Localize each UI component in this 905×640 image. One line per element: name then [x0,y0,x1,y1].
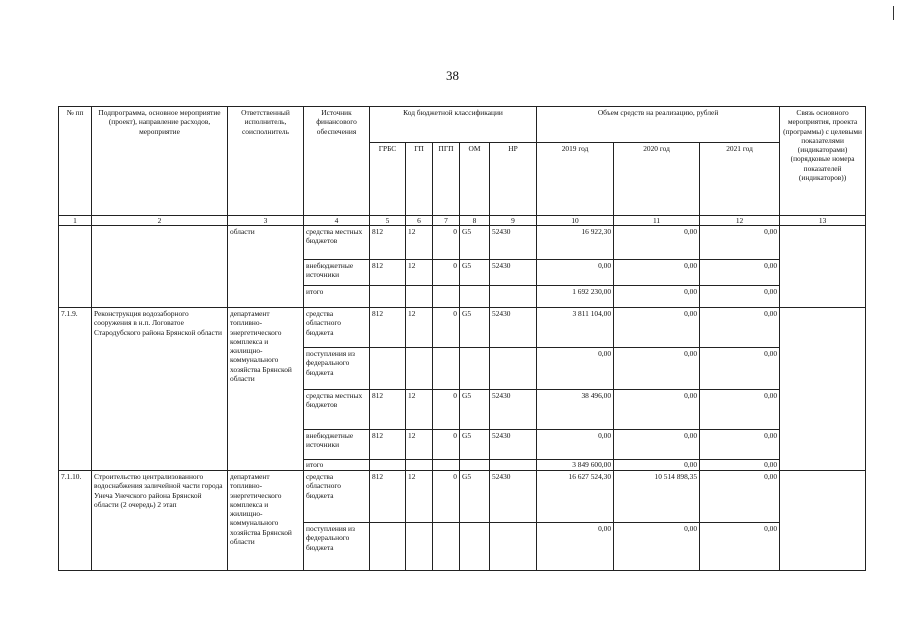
cell-2019: 0,00 [537,260,614,286]
cell-pgp: 0 [433,430,460,460]
cell-om: G5 [460,260,490,286]
cell-2020: 0,00 [614,308,700,348]
cell-nr: 52430 [490,390,537,430]
cell-source: средства местных бюджетов [304,390,370,430]
cell-gp: 12 [406,260,433,286]
cell-pgp: 0 [433,308,460,348]
cell-n: 7.1.9. [59,308,92,471]
cell-2020: 0,00 [614,226,700,260]
cell-2021: 0,00 [700,226,780,260]
page-edge-mark [893,6,894,20]
table-row [59,226,866,260]
cell-grbs: 812 [370,430,406,460]
cell-2021: 0,00 [700,523,780,571]
cell-grbs: 812 [370,471,406,523]
col-number: 9 [490,216,537,226]
cell-responsible: области [228,226,304,308]
cell-2020: 10 514 898,35 [614,471,700,523]
cell-total-2019: 3 849 600,00 [537,460,614,471]
cell-2019: 3 811 104,00 [537,308,614,348]
cell-source: средства местных бюджетов [304,226,370,260]
cell-grbs: 812 [370,308,406,348]
col-number: 10 [537,216,614,226]
cell-nr: 52430 [490,226,537,260]
col-number: 11 [614,216,700,226]
header-om: ОМ [460,143,490,216]
cell-gp: 12 [406,430,433,460]
header-n: № пп [59,107,92,216]
col-number: 12 [700,216,780,226]
cell-2021: 0,00 [700,260,780,286]
cell-om: G5 [460,390,490,430]
cell-n: 7.1.10. [59,471,92,571]
header-source: Источник финансового обеспечения [304,107,370,216]
cell-link [780,226,866,308]
cell-nr: 52430 [490,471,537,523]
col-number: 4 [304,216,370,226]
cell-2020: 0,00 [614,348,700,390]
cell-nr: 52430 [490,430,537,460]
cell-2021: 0,00 [700,471,780,523]
cell-responsible: департамент топливно-энергетического комплекса и жилищно-коммунального хозяйства Брянской области [228,308,304,471]
cell-om [460,348,490,390]
cell-source: поступления из федерального бюджета [304,348,370,390]
header-2019: 2019 год [537,143,614,216]
cell-link [780,308,866,471]
header-volume-group: Объем средств на реализацию, рублей [537,107,780,143]
col-number: 13 [780,216,866,226]
cell-total-2021: 0,00 [700,286,780,308]
column-number-row [59,216,866,226]
cell-total-2020: 0,00 [614,286,700,308]
header-pgp: ПГП [433,143,460,216]
cell-pgp [433,523,460,571]
header-link: Связь основного мероприятия, проекта (программы) с целевыми показателями (индикаторами) (порядковые номера показателей (индикаторов)) [780,107,866,216]
cell-2021: 0,00 [700,308,780,348]
header-gp: ГП [406,143,433,216]
budget-table [58,106,866,571]
header-nr: НР [490,143,537,216]
cell-om: G5 [460,430,490,460]
cell-2021: 0,00 [700,390,780,430]
cell-om: G5 [460,226,490,260]
cell-grbs [370,348,406,390]
cell-2019: 0,00 [537,523,614,571]
header-2021: 2021 год [700,143,780,216]
cell-program: Строительство централизованного водоснабжения заличейной части города Унеча Унечского района Брянской области (2 очередь) 2 этап [92,471,228,571]
cell-nr: 52430 [490,308,537,348]
cell-program [92,226,228,308]
cell-2019: 0,00 [537,348,614,390]
cell-source: внебюджетные источники [304,430,370,460]
header-2020: 2020 год [614,143,700,216]
col-number: 7 [433,216,460,226]
cell-gp: 12 [406,226,433,260]
cell-pgp: 0 [433,471,460,523]
cell-total-2019: 1 692 230,00 [537,286,614,308]
cell-source: поступления из федерального бюджета [304,523,370,571]
cell-source: средства областного бюджета [304,308,370,348]
cell-2019: 16 922,30 [537,226,614,260]
cell-2021: 0,00 [700,348,780,390]
table-row [59,471,866,523]
cell-nr [490,348,537,390]
cell-total-2020: 0,00 [614,460,700,471]
cell-grbs [370,523,406,571]
cell-program: Реконструкция водозаборного сооружения в н.п. Логоватое Стародубского района Брянской области [92,308,228,471]
header-grbs: ГРБС [370,143,406,216]
cell-2021: 0,00 [700,430,780,460]
cell-om: G5 [460,471,490,523]
cell-2019: 38 496,00 [537,390,614,430]
cell-om: G5 [460,308,490,348]
col-number: 8 [460,216,490,226]
cell-2020: 0,00 [614,523,700,571]
header-responsible: Ответственный исполнитель, соисполнитель [228,107,304,216]
col-number: 5 [370,216,406,226]
cell-om [460,523,490,571]
cell-grbs: 812 [370,390,406,430]
col-number: 1 [59,216,92,226]
cell-nr [490,523,537,571]
cell-2019: 0,00 [537,430,614,460]
cell-source: внебюджетные источники [304,260,370,286]
header-program: Подпрограмма, основное мероприятие (проект), направление расходов, мероприятие [92,107,228,216]
cell-link [780,471,866,571]
cell-pgp: 0 [433,226,460,260]
cell-2020: 0,00 [614,390,700,430]
cell-grbs: 812 [370,226,406,260]
cell-grbs: 812 [370,260,406,286]
cell-n [59,226,92,308]
cell-responsible: департамент топливно-энергетического комплекса и жилищно-коммунального хозяйства Брянской области [228,471,304,571]
cell-total-label: итого [304,286,370,308]
cell-2019: 16 627 524,30 [537,471,614,523]
cell-nr: 52430 [490,260,537,286]
cell-gp [406,523,433,571]
cell-gp: 12 [406,471,433,523]
cell-total-label: итого [304,460,370,471]
cell-source: средства областного бюджета [304,471,370,523]
cell-gp: 12 [406,390,433,430]
cell-pgp: 0 [433,260,460,286]
header-code-group: Код бюджетной классификации [370,107,537,143]
cell-pgp: 0 [433,390,460,430]
col-number: 3 [228,216,304,226]
col-number: 6 [406,216,433,226]
cell-2020: 0,00 [614,260,700,286]
cell-gp [406,348,433,390]
cell-total-2021: 0,00 [700,460,780,471]
table-row [59,308,866,348]
cell-pgp [433,348,460,390]
cell-2020: 0,00 [614,430,700,460]
cell-gp: 12 [406,308,433,348]
col-number: 2 [92,216,228,226]
page-number: 38 [446,68,459,83]
